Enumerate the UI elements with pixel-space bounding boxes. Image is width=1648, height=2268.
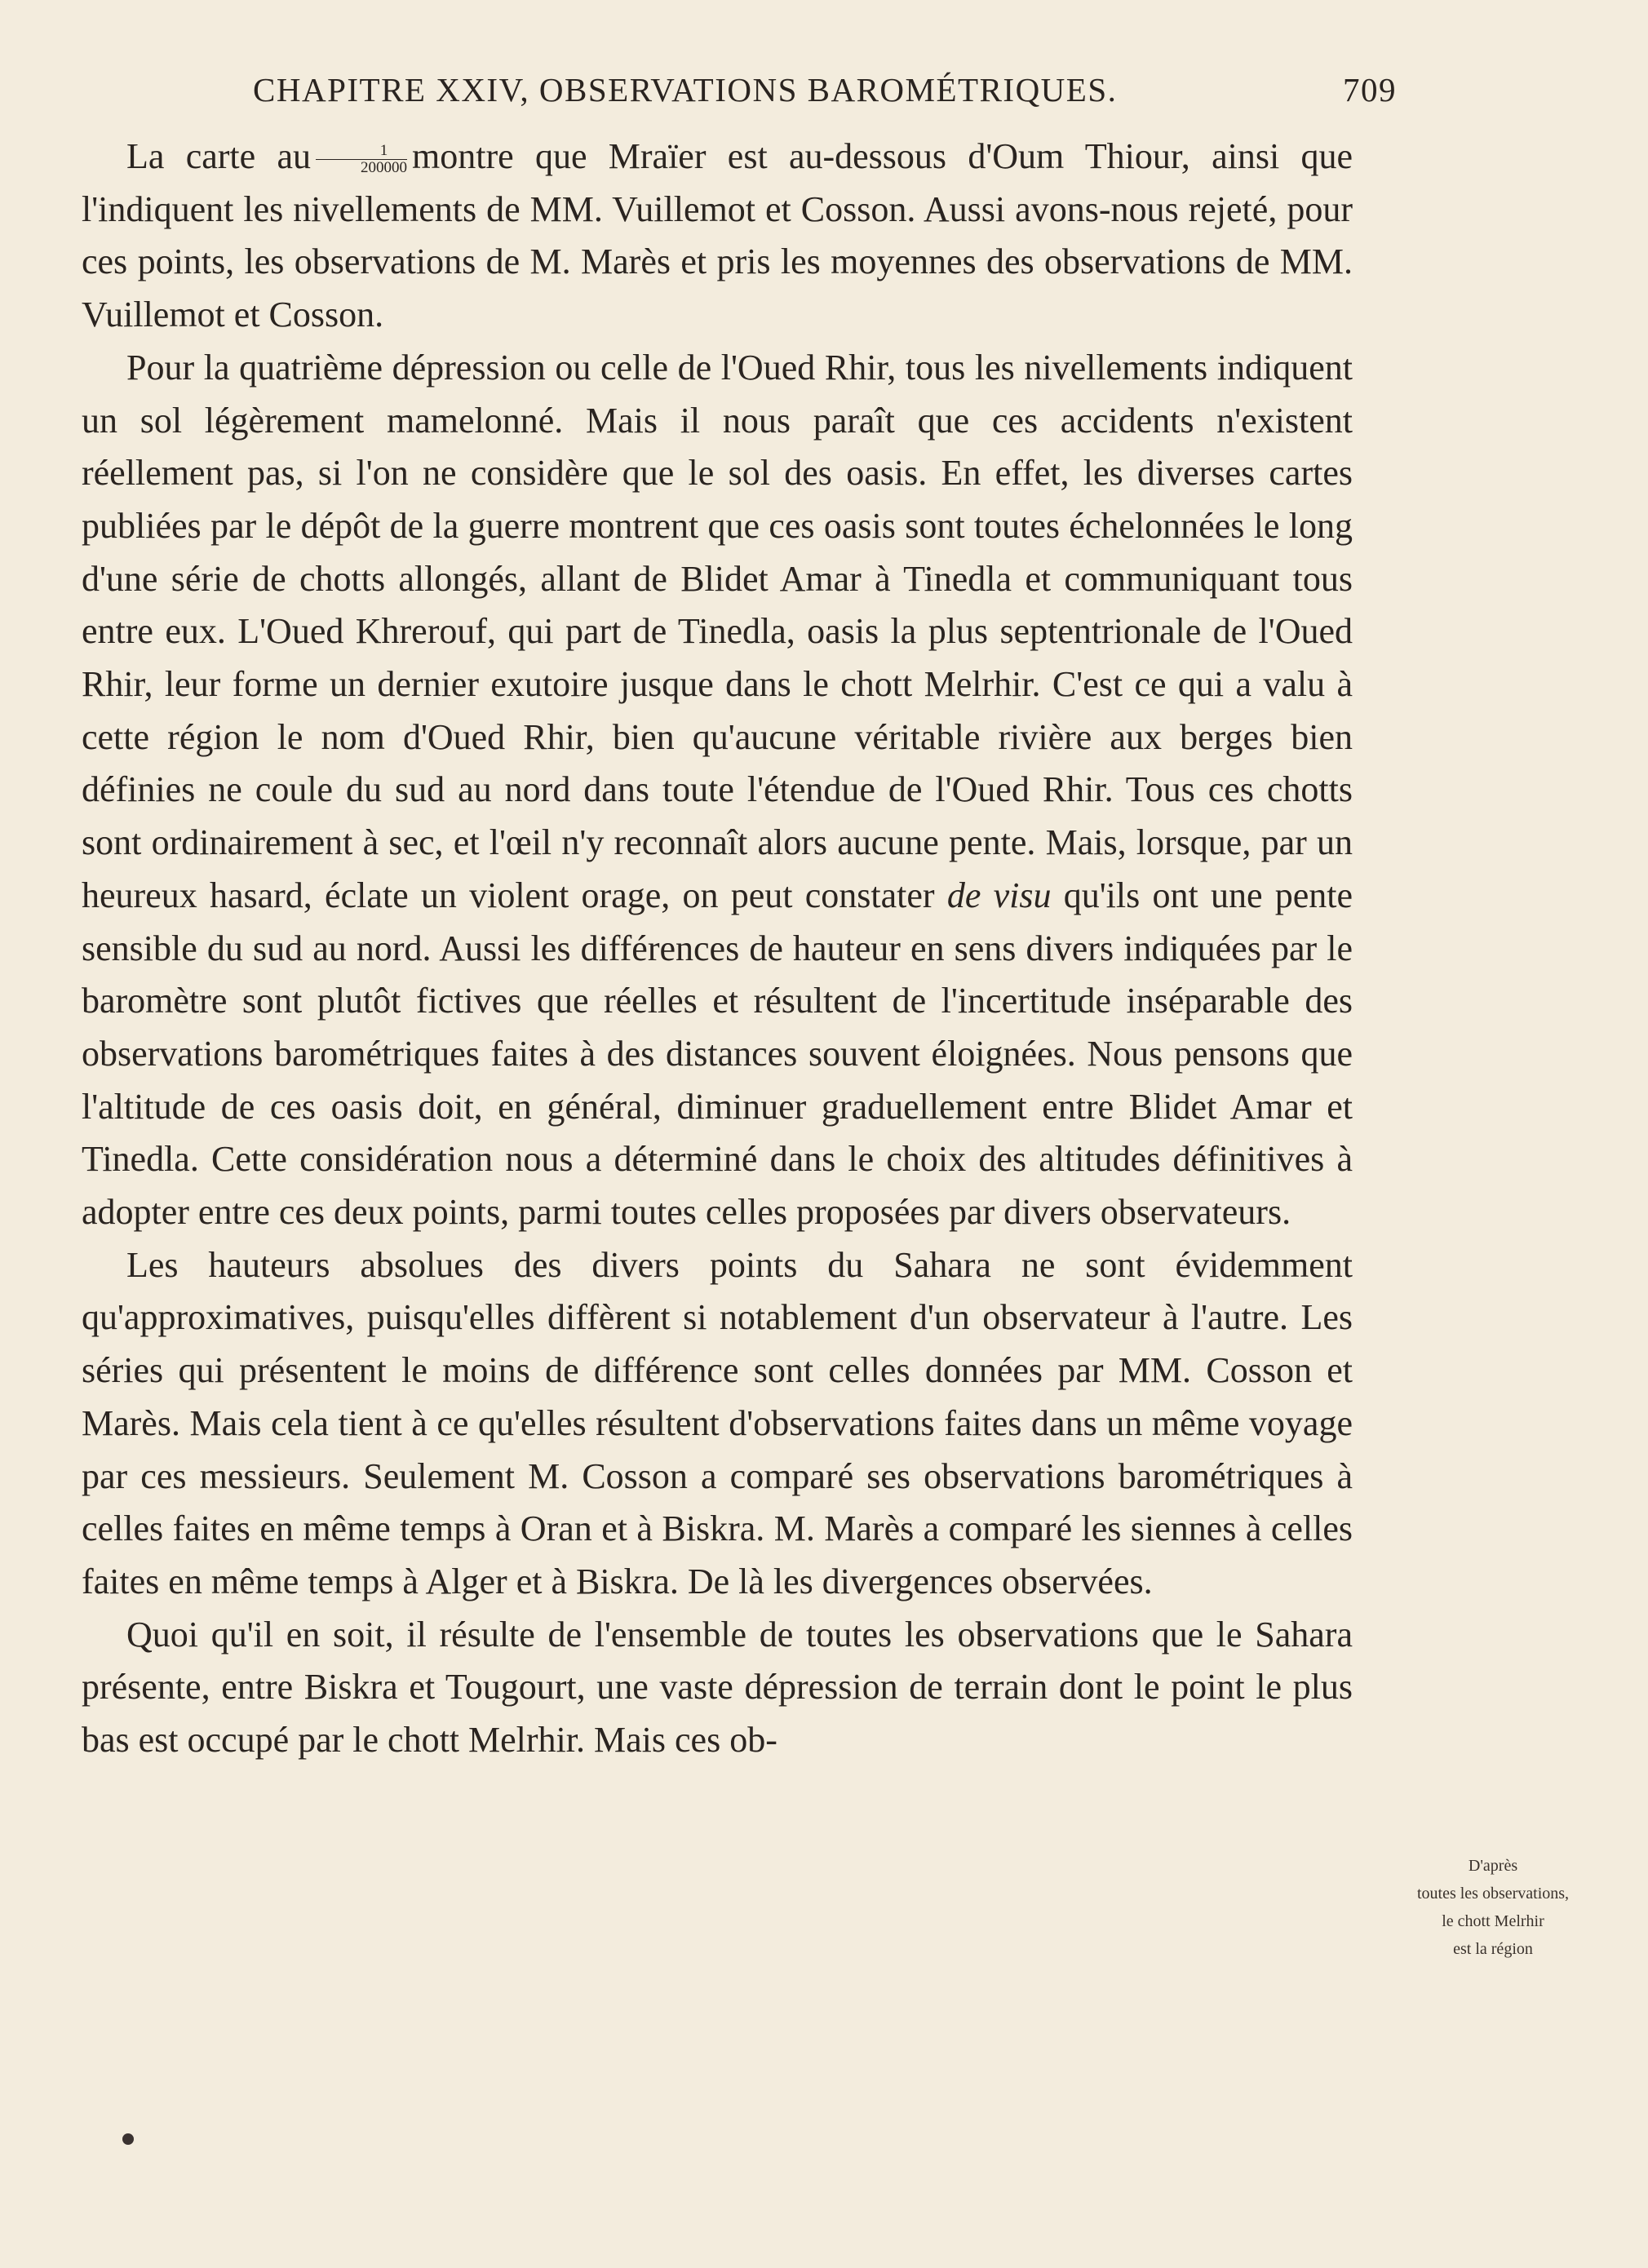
body-text bbox=[82, 131, 1353, 1767]
margin-note-line: toutes les observations, bbox=[1416, 1885, 1570, 1903]
running-header bbox=[82, 70, 1397, 121]
margin-note bbox=[1387, 1852, 1599, 1963]
margin-note-line: le chott Melrhir bbox=[1442, 1912, 1544, 1930]
ink-dot bbox=[122, 2133, 134, 2145]
chapter-title: CHAPITRE XXIV, OBSERVATIONS BAROMÉTRIQUES. bbox=[253, 71, 1118, 109]
italic-phrase: de visu bbox=[946, 875, 1052, 915]
paragraph-1: La carte au $\frac{1}{200000}$ montre que Mraïer est au-dessous d'Oum Thiour, ainsi que l'indiquent les nivellements de MM. Vuillemot et Cosson. Aussi avons-nous rejeté, pour ces points, les observations de M. Marès et pris les moyennes des observations de MM. Vuillemot et Cosson. bbox=[82, 136, 1353, 335]
margin-note-line: est la région bbox=[1453, 1940, 1533, 1958]
paragraph-3: Les hauteurs absolues des divers points du Sahara ne sont évidemment qu'approximatives, puisqu'elles diffèrent si notablement d'un observateur à l'autre. Les séries qui présentent le moins de différence sont celles données par MM. Cosson et Marès. Mais cela tient à ce qu'elles résultent d'observations faites dans un même voyage par ces messieurs. Seulement M. Cosson a comparé ses observations barométriques à celles faites en même temps à Oran et à Biskra. M. Marès a comparé les siennes à celles faites en même temps à Alger et à Biskra. De là les divergences observées. bbox=[82, 1244, 1353, 1601]
paragraph-4: Quoi qu'il en soit, il résulte de l'ensemble de toutes les observations que le Sahara présente, entre Biskra et Tougourt, une vaste dépression de terrain dont le point le plus bas est occupé par le chott Melrhir. Mais ces ob- bbox=[82, 1614, 1353, 1761]
margin-note-line: D'après bbox=[1468, 1857, 1518, 1875]
page-number: 709 bbox=[1343, 71, 1397, 109]
scale-fraction: $\frac{1}{200000}$ bbox=[316, 143, 407, 176]
paragraph-2: Pour la quatrième dépression ou celle de l'Oued Rhir, tous les nivellements indiquent un sol légèrement mamelonné. Mais il nous paraît que ces accidents n'existent réellement pas, si l'on ne considère que le sol des oasis. En effet, les diverses cartes publiées par le dépôt de la guerre montrent que ces oasis sont toutes échelonnées le long d'une série de chotts allongés, allant de Blidet Amar à Tinedla et communiquant tous entre eux. L'Oued Khrerouf, qui part de Tinedla, oasis la plus septentrionale de l'Oued Rhir, leur forme un dernier exutoire jusque dans le chott Melrhir. C'est ce qui a valu à cette région le nom d'Oued Rhir, bien qu'aucune véritable rivière aux berges bien définies ne coule du sud au nord dans toute l'étendue de l'Oued Rhir. Tous ces chotts sont ordinairement à sec, et l'œil n'y reconnaît alors aucune pente. Mais, lorsque, par un heureux hasard, éclate un violent orage, on peut constater de visu qu'ils ont une pente sensible du sud au nord. Aussi les différences de hauteur en sens divers indiquées par le baromètre sont plutôt fictives que réelles et résultent de l'incertitude inséparable des observations barométriques faites à des distances souvent éloignées. Nous pensons que l'altitude de ces oasis doit, en général, diminuer graduellement entre Blidet Amar et Tinedla. Cette considération nous a déterminé dans le choix des altitudes définitives à adopter entre ces deux points, parmi toutes celles proposées par divers observateurs. bbox=[82, 347, 1353, 1233]
